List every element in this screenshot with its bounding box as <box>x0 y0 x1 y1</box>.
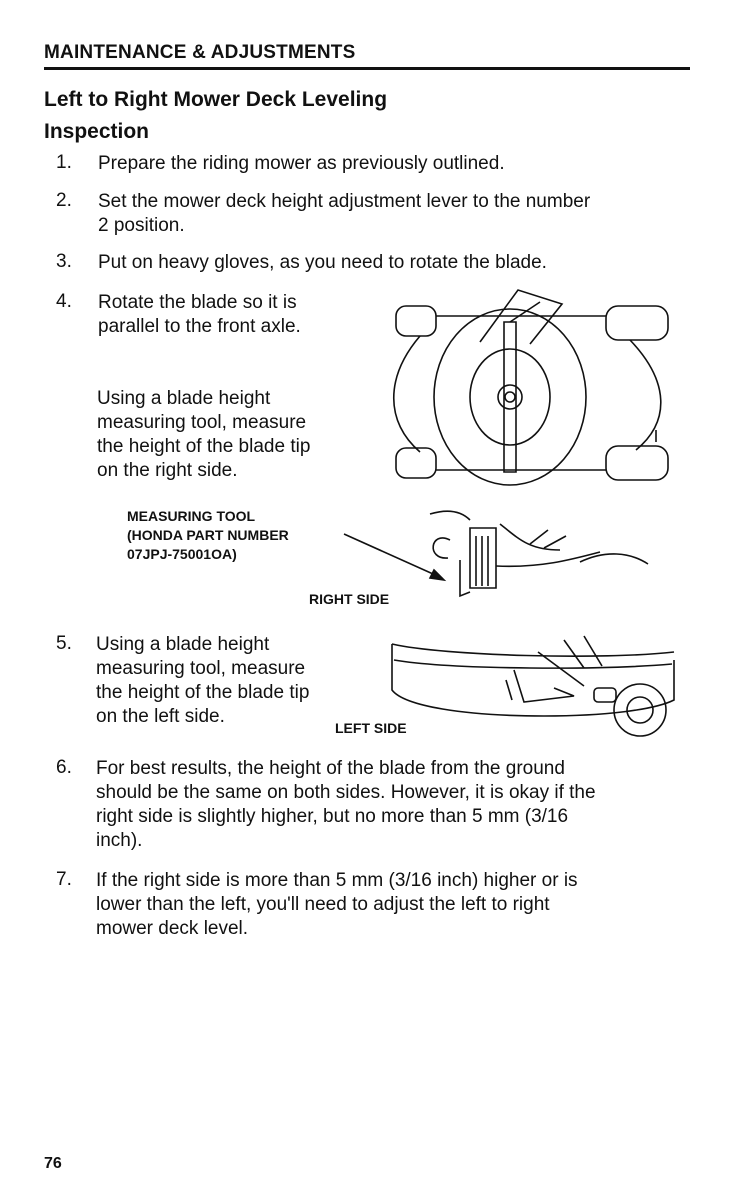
step-5-text <box>96 633 309 729</box>
left-side-label: LEFT SIDE <box>335 720 407 736</box>
right-side-label: RIGHT SIDE <box>309 591 390 607</box>
left-side-measuring-illustration <box>384 630 684 742</box>
step-5-line: the height of the blade tip <box>96 682 310 703</box>
tool-callout-line: (HONDA PART NUMBER <box>127 527 289 543</box>
step-4-note-line: on the right side. <box>97 460 238 481</box>
step-3-number: 3. <box>56 251 72 272</box>
mower-deck-top-view-illustration <box>380 282 680 492</box>
step-5-line: on the left side. <box>96 706 225 727</box>
page-title: Left to Right Mower Deck Leveling <box>44 88 388 111</box>
step-4-note <box>97 387 310 483</box>
step-4-note-line: Using a blade height <box>97 388 271 409</box>
step-7-line: lower than the left, you'll need to adjust the left to right <box>96 894 550 915</box>
step-4-note-line: the height of the blade tip <box>97 436 311 457</box>
step-6-line: right side is slightly higher, but no more than 5 mm (3/16 <box>96 806 569 827</box>
step-2-line: 2 position. <box>98 215 185 236</box>
step-6-line: inch). <box>96 830 143 851</box>
step-5-line: Using a blade height <box>96 634 270 655</box>
step-6-line: should be the same on both sides. However, it is okay if the <box>96 782 596 803</box>
step-2-line: Set the mower deck height adjustment lever to the number <box>98 191 591 212</box>
step-1-number: 1. <box>56 152 72 173</box>
section-title: MAINTENANCE & ADJUSTMENTS <box>44 42 356 63</box>
step-7-line: mower deck level. <box>96 918 249 939</box>
step-3-text: Put on heavy gloves, as you need to rotate the blade. <box>98 252 547 273</box>
page-number: 76 <box>44 1155 62 1172</box>
step-4-note-line: measuring tool, measure <box>97 412 307 433</box>
step-2-text <box>98 190 590 238</box>
step-6-line: For best results, the height of the blade from the ground <box>96 758 565 779</box>
tool-callout-line: 07JPJ-75001OA) <box>127 546 237 562</box>
right-side-measuring-illustration <box>330 500 660 610</box>
step-4-text <box>98 291 301 339</box>
step-4-number: 4. <box>56 291 72 312</box>
step-7-number: 7. <box>56 869 72 890</box>
step-1-text: Prepare the riding mower as previously outlined. <box>98 153 505 174</box>
step-5-line: measuring tool, measure <box>96 658 306 679</box>
tool-callout-line: MEASURING TOOL <box>127 508 256 524</box>
page-subtitle: Inspection <box>44 120 150 143</box>
header-rule <box>44 67 690 70</box>
step-6-text <box>96 757 596 853</box>
step-4-line: Rotate the blade so it is <box>98 292 297 313</box>
step-7-line: If the right side is more than 5 mm (3/16 inch) higher or is <box>96 870 578 891</box>
step-2-number: 2. <box>56 190 72 211</box>
tool-callout <box>127 507 289 564</box>
step-5-number: 5. <box>56 633 72 654</box>
step-4-line: parallel to the front axle. <box>98 316 301 337</box>
step-6-number: 6. <box>56 757 72 778</box>
step-7-text <box>96 869 578 941</box>
